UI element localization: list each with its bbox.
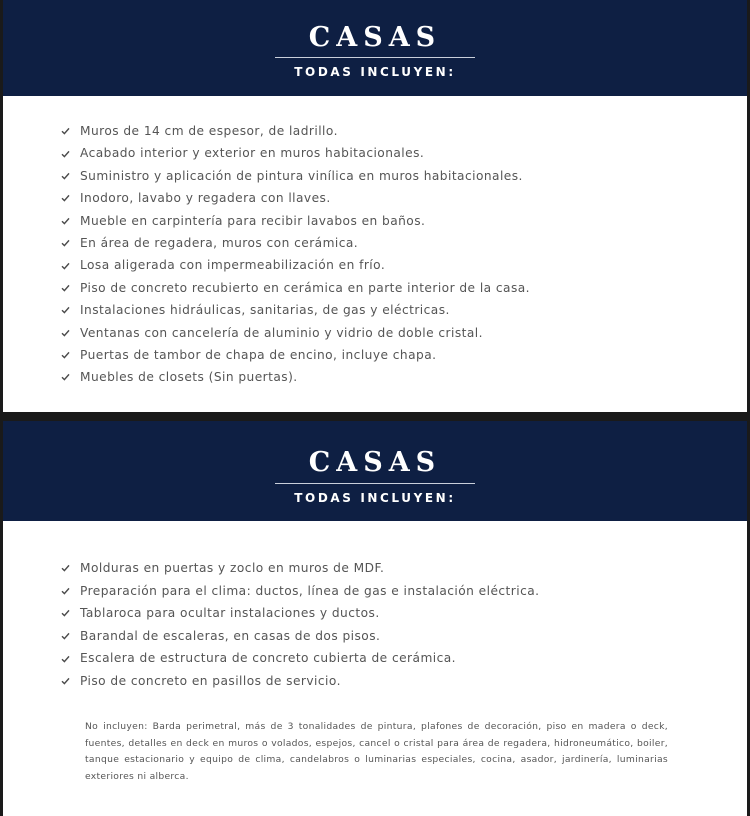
list-item (61, 580, 539, 603)
list-item (61, 602, 539, 625)
check-icon (61, 299, 73, 321)
list-item-text: En área de regadera, muros con cerámica. (80, 235, 359, 250)
list-item (61, 254, 530, 276)
list-item-text: Mueble en carpintería para recibir lavabos en baños. (80, 213, 426, 228)
section-title: CASAS (308, 447, 442, 478)
section-card-1 (3, 0, 747, 412)
exclusions-note: No incluyen: Barda perimetral, más de 3 tonalidades de pintura, plafones de decoración, piso en madera o deck, fuentes, detalles en deck en muros o volados, espejos, cancel o cristal para área de regadera, hidroneumático, boiler, tanque estacionario y equipo de clima, candelabros o luminarias especiales, cocina, asador, jardinería, luminarias exteriores ni alberca. (85, 721, 668, 782)
section-subtitle: TODAS INCLUYEN: (294, 491, 456, 505)
list-item-text: Muros de 14 cm de espesor, de ladrillo. (80, 124, 338, 138)
list-item (61, 165, 530, 187)
list-item (61, 366, 530, 388)
check-icon (61, 322, 73, 344)
section-header (3, 0, 747, 96)
check-icon (61, 142, 73, 164)
list-item-text: Instalaciones hidráulicas, sanitarias, de gas y eléctricas. (80, 303, 450, 318)
list-item (61, 120, 530, 142)
list-item (61, 557, 539, 580)
check-icon (61, 580, 73, 603)
check-icon (61, 254, 73, 276)
list-item-text: Preparación para el clima: ductos, línea de gas e instalación eléctrica. (80, 583, 540, 598)
check-icon (61, 602, 73, 625)
list-item-text: Tablaroca para ocultar instalaciones y ductos. (80, 606, 380, 621)
list-item (61, 647, 539, 670)
list-item (61, 210, 530, 232)
features-list (61, 120, 530, 389)
title-divider (275, 57, 475, 58)
list-item-text: Puertas de tambor de chapa de encino, incluye chapa. (80, 347, 437, 362)
list-item-text: Molduras en puertas y zoclo en muros de MDF. (80, 561, 385, 575)
list-item-text: Barandal de escaleras, en casas de dos pisos. (80, 628, 381, 643)
section-header (3, 421, 747, 521)
check-icon (61, 647, 73, 670)
check-icon (61, 277, 73, 299)
check-icon (61, 165, 73, 187)
list-item-text: Losa aligerada con impermeabilización en frío. (80, 258, 386, 273)
list-item-text: Escalera de estructura de concreto cubierta de cerámica. (80, 651, 456, 666)
check-icon (61, 120, 73, 142)
list-item-text: Suministro y aplicación de pintura vinílica en muros habitacionales. (80, 168, 523, 183)
list-item (61, 232, 530, 254)
check-icon (61, 210, 73, 232)
list-item-text: Ventanas con cancelería de aluminio y vidrio de doble cristal. (80, 325, 483, 340)
list-item (61, 187, 530, 209)
check-icon (61, 366, 73, 388)
check-icon (61, 232, 73, 254)
list-item (61, 670, 539, 693)
list-item-text: Muebles de closets (Sin puertas). (80, 370, 298, 385)
list-item-text: Acabado interior y exterior en muros habitacionales. (80, 146, 425, 161)
list-item (61, 344, 530, 366)
list-item (61, 625, 539, 648)
section-card-2 (3, 421, 747, 816)
list-item (61, 299, 530, 321)
list-item (61, 142, 530, 164)
title-divider (275, 483, 475, 484)
check-icon (61, 187, 73, 209)
check-icon (61, 557, 73, 580)
list-item-text: Inodoro, lavabo y regadera con llaves. (80, 191, 331, 206)
list-item-text: Piso de concreto en pasillos de servicio. (80, 673, 341, 688)
list-item (61, 322, 530, 344)
features-list (61, 557, 539, 693)
section-title: CASAS (308, 22, 442, 53)
check-icon (61, 625, 73, 648)
list-item (61, 277, 530, 299)
section-subtitle: TODAS INCLUYEN: (294, 65, 456, 79)
list-item-text: Piso de concreto recubierto en cerámica en parte interior de la casa. (80, 280, 531, 295)
check-icon (61, 670, 73, 693)
check-icon (61, 344, 73, 366)
